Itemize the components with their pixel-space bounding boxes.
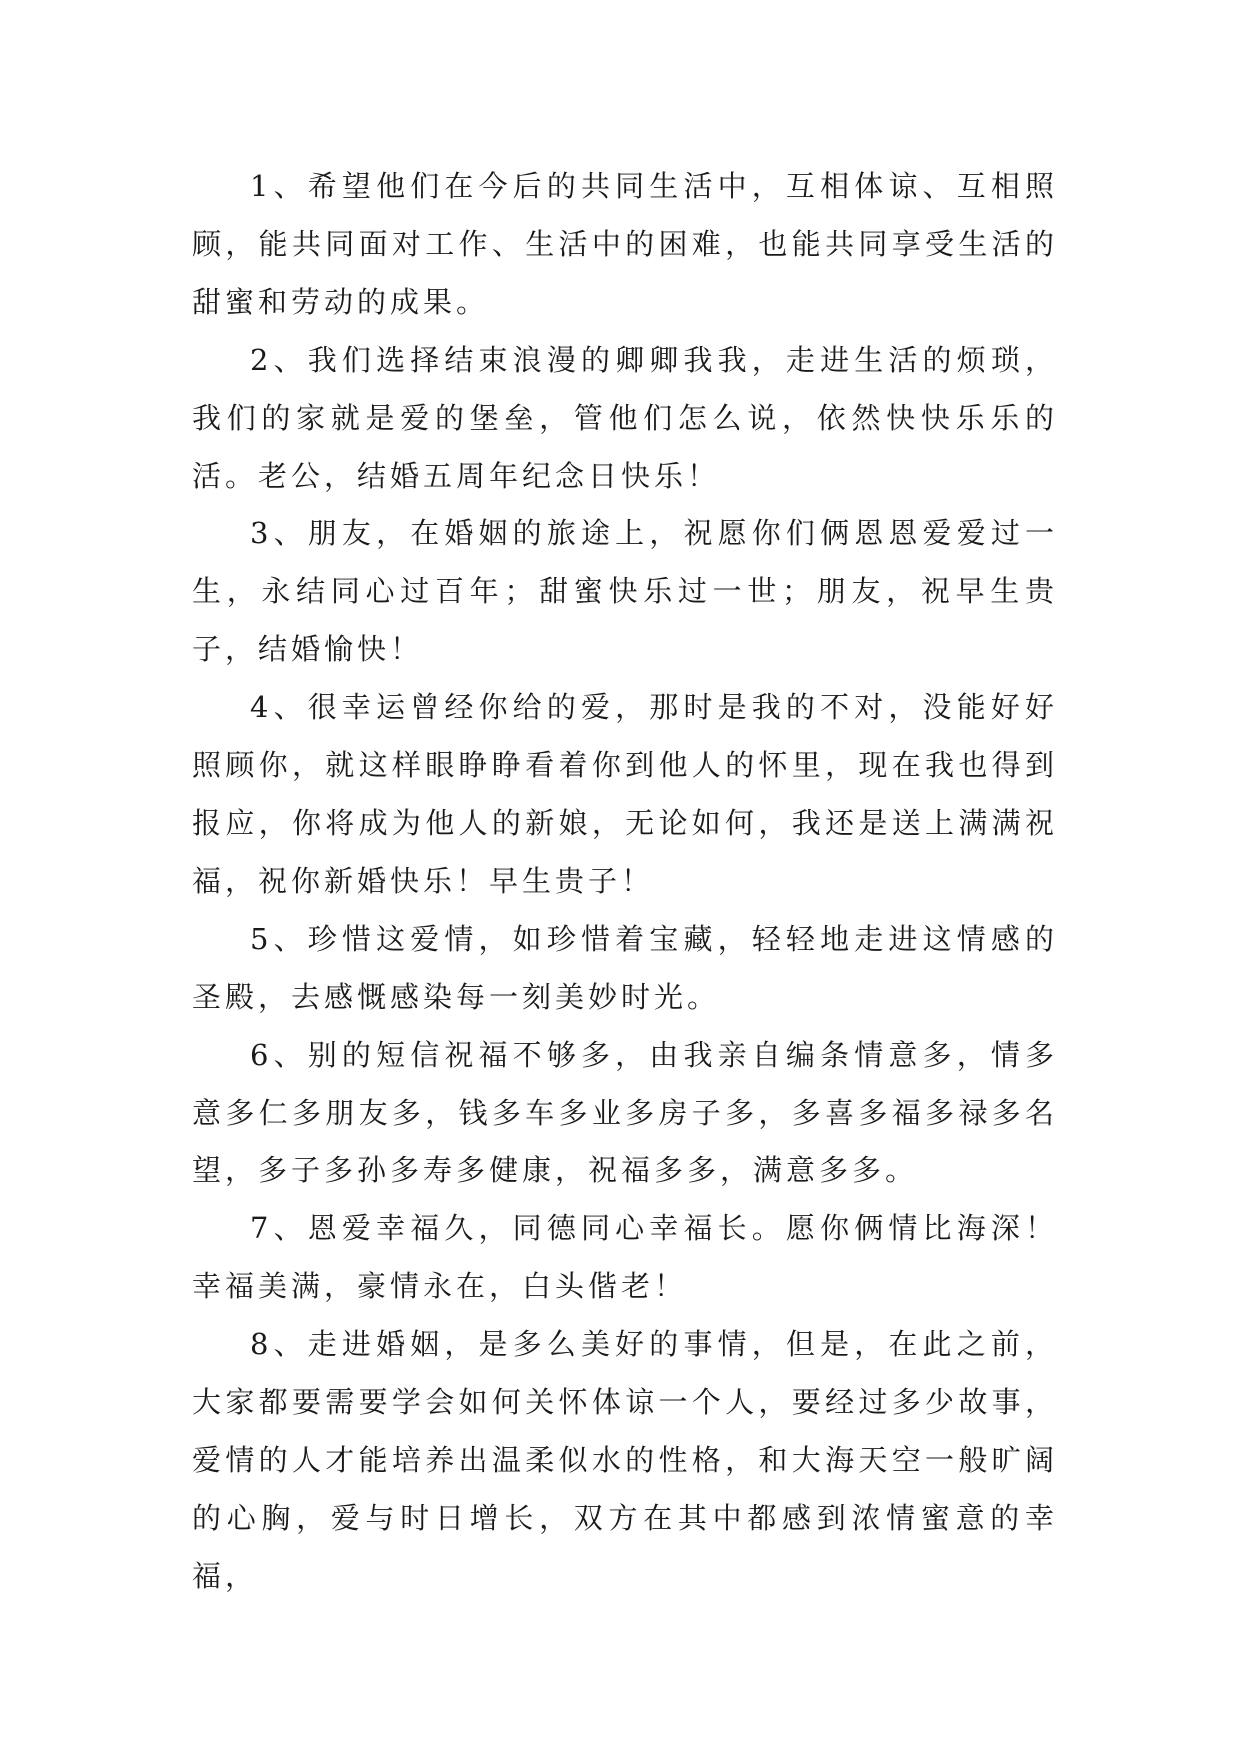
paragraph-7: 7、恩爱幸福久，同德同心幸福长。愿你俩情比海深！幸福美满，豪情永在，白头偕老！	[192, 1211, 1058, 1304]
paragraph-2: 2、我们选择结束浪漫的卿卿我我，走进生活的烦琐，我们的家就是爱的堡垒，管他们怎么说，依然快快乐乐的活。老公，结婚五周年纪念日快乐！	[192, 342, 1058, 493]
paragraph-1: 1、希望他们在今后的共同生活中，互相体谅、互相照顾，能共同面对工作、生活中的困难，也能共同享受生活的甜蜜和劳动的成果。	[192, 169, 1058, 319]
paragraph-4: 4、很幸运曾经你给的爱，那时是我的不对，没能好好照顾你，就这样眼睁睁看着你到他人的怀里，现在我也得到报应，你将成为他人的新娘，无论如何，我还是送上满满祝福，祝你新婚快乐！早生贵子！	[192, 690, 1058, 898]
paragraph-6: 6、别的短信祝福不够多，由我亲自编条情意多，情多意多仁多朋友多，钱多车多业多房子多，多喜多福多禄多名望，多子多孙多寿多健康，祝福多多，满意多多。	[192, 1037, 1058, 1188]
document-body	[192, 158, 1058, 1606]
paragraph-8: 8、走进婚姻，是多么美好的事情，但是，在此之前，大家都要需要学会如何关怀体谅一个人，要经过多少故事，爱情的人才能培养出温柔似水的性格，和大海天空一般旷阔的心胸，爱与时日增长，双方在其中都感到浓情蜜意的幸福，	[192, 1327, 1058, 1593]
paragraph-3: 3、朋友，在婚姻的旅途上，祝愿你们俩恩恩爱爱过一生，永结同心过百年；甜蜜快乐过一世；朋友，祝早生贵子，结婚愉快！	[192, 516, 1058, 667]
paragraph-5: 5、珍惜这爱情，如珍惜着宝藏，轻轻地走进这情感的圣殿，去感慨感染每一刻美妙时光。	[192, 921, 1058, 1014]
